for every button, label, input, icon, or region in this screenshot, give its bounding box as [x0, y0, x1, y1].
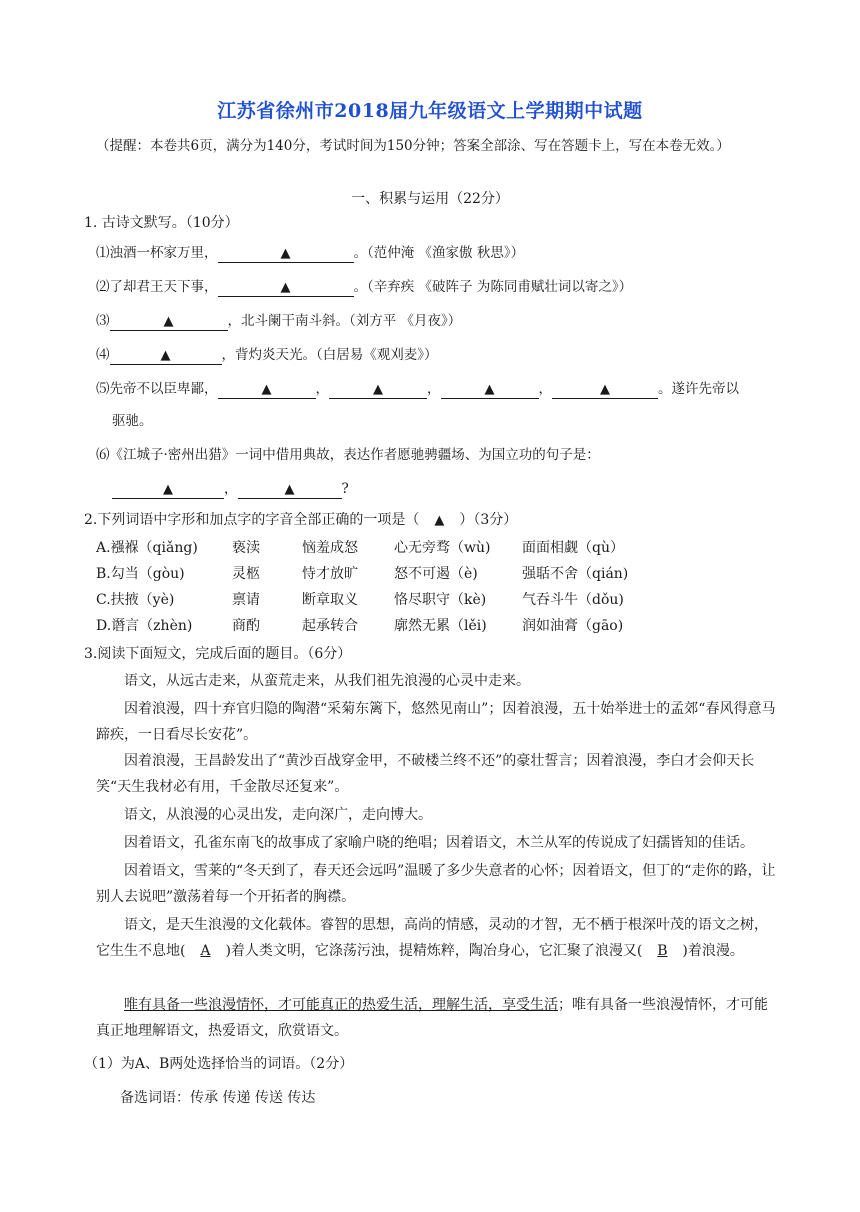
poem-line-1-suffix: 。（范仲淹 《渔家傲 秋思》） [353, 245, 525, 261]
passage-paragraph-2: 因着浪漫，四十弃官归隐的陶潜“采菊东篱下，悠然见南山”；因着浪漫，五十始举进士的孟郊“春风得意马蹄疾，一日看尽长安花”。 [96, 701, 776, 743]
page-title: 江苏省徐州市2018届九年级语文上学期期中试题 [217, 100, 643, 122]
triangle-marker-icon: ▲ [160, 348, 171, 363]
passage-paragraph-7-part-1: 语文，是天生浪漫的文化载体。睿智的思想，高尚的情感，灵动的才智，无不栖于根深叶茂的语文之树，它生生不息地( [96, 917, 768, 959]
option-a-word-5: 面面相觑（qù） [522, 540, 624, 556]
option-d-word-3: 起承转合 [302, 618, 358, 634]
option-d-word-5: 润如油膏（gāo) [522, 618, 624, 634]
option-c-word-2: 禀请 [232, 592, 260, 608]
passage-paragraph-8-rest: ；唯有具备一些浪漫情怀，才可能真正地理解语文，热爱语文，欣赏语文。 [96, 997, 768, 1039]
poem-line-3-prefix: ⑶ [96, 313, 110, 329]
option-a-word-2: 亵渎 [232, 540, 260, 556]
option-a-word-3: 恼羞成怒 [302, 540, 358, 556]
answer-blank [112, 481, 224, 499]
option-b-word-4: 怒不可遏（è) [394, 566, 478, 582]
answer-blank [329, 381, 427, 399]
answer-blank [441, 381, 539, 399]
poem-line-4-suffix: ，背灼炎天光。（白居易《观刈麦》） [221, 347, 438, 363]
passage-paragraph-7-part-2: )着人类文明，它涤荡污浊，提精炼粹，陶冶身心，它汇聚了浪漫又( [225, 943, 643, 959]
poem-line-4-prefix: ⑷ [96, 347, 110, 363]
comma: ， [224, 481, 238, 497]
answer-blank [552, 381, 658, 399]
option-a-word-4: 心无旁骛（wù) [394, 540, 491, 556]
poem-line-6: ⑹《江城子·密州出猎》一词中借用典故，表达作者愿驰骋疆场、为国立功的句子是： [96, 447, 600, 463]
option-c-word-3: 断章取义 [302, 592, 358, 608]
triangle-marker-icon: ▲ [163, 314, 174, 329]
poem-line-5 [96, 379, 739, 399]
poem-line-4 [96, 345, 438, 365]
triangle-marker-icon: ▲ [280, 280, 291, 295]
triangle-marker-icon: ▲ [434, 513, 445, 528]
passage-paragraph-8 [96, 992, 776, 1044]
comma: ， [315, 381, 329, 397]
triangle-marker-icon: ▲ [600, 382, 610, 397]
triangle-marker-icon: ▲ [373, 382, 383, 397]
option-c-word-1: C.扶掖（yè) [96, 592, 175, 608]
exam-note: （提醒：本卷共6页，满分为140分，考试时间为150分钟；答案全部涂、写在答题卡上，写在本卷无效。） [96, 138, 730, 154]
poem-line-5-continued: 驱驰。 [112, 413, 153, 429]
poem-line-6-blanks [112, 479, 349, 499]
comma: ， [427, 381, 441, 397]
triangle-marker-icon: ▲ [163, 482, 173, 497]
option-d-word-2: 商酌 [232, 618, 260, 634]
passage-paragraph-3: 因着浪漫，王昌龄发出了“黄沙百战穿金甲，不破楼兰终不还”的豪壮誓言；因着浪漫，李白才会仰天长笑“天生我材必有用，千金散尽还复来”。 [96, 753, 755, 795]
triangle-marker-icon: ▲ [284, 482, 295, 497]
passage-paragraph-1: 语文，从远古走来，从蛮荒走来，从我们祖先浪漫的心灵中走来。 [124, 673, 530, 689]
option-b-word-1: B.勾当（gòu) [96, 566, 185, 582]
triangle-marker-icon: ▲ [280, 246, 291, 261]
underlined-sentence: 唯有具备一些浪漫情怀，才可能真正的热爱生活，理解生活，享受生活 [124, 997, 558, 1013]
answer-blank [218, 381, 316, 399]
question-mark: ? [341, 481, 349, 497]
word-options: 备选词语：传承 传递 传送 传达 [120, 1090, 316, 1106]
option-a-word-1: A.襁褓（qiǎng) [96, 540, 198, 556]
question-2-points: ）（3分） [459, 512, 518, 528]
poem-line-5-suffix: 。遂许先帝以 [658, 381, 739, 397]
blank-b-label: B [657, 943, 668, 959]
poem-line-1-prefix: ⑴浊酒一杯家万里， [96, 245, 218, 261]
poem-line-3 [96, 311, 461, 331]
option-d-word-1: D.谮言（zhèn) [96, 618, 193, 634]
blank-a-label: A [200, 943, 211, 959]
passage-paragraph-4: 语文，从浪漫的心灵出发，走向深广，走向博大。 [124, 807, 432, 823]
passage-paragraph-7-part-3: )着浪漫。 [682, 943, 744, 959]
triangle-marker-icon: ▲ [484, 382, 495, 397]
answer-blank [238, 481, 342, 499]
triangle-marker-icon: ▲ [261, 382, 272, 397]
answer-blank [218, 245, 354, 263]
question-1-heading: 1. 古诗文默写。（10分） [84, 215, 239, 231]
poem-line-2-suffix: 。（辛弃疾 《破阵子 为陈同甫赋壮词以寄之》） [353, 279, 633, 295]
question-3-heading: 3.阅读下面短文，完成后面的题目。（6分） [84, 646, 352, 662]
poem-line-5-prefix: ⑸先帝不以臣卑鄙， [96, 381, 218, 397]
comma: ， [538, 381, 552, 397]
sub-question-1: （1）为A、B两处选择恰当的词语。（2分） [84, 1056, 354, 1072]
passage-paragraph-5: 因着语文，孔雀东南飞的故事成了家喻户晓的绝唱；因着语文，木兰从军的传说成了妇孺皆知的佳话。 [124, 835, 754, 851]
option-b-word-2: 灵柩 [232, 566, 260, 582]
question-2-text: 2.下列词语中字形和加点字的字音全部正确的一项是（ [84, 512, 420, 528]
passage-paragraph-6: 因着语文，雪莱的“冬天到了，春天还会远吗”温暖了多少失意者的心怀；因着语文，但丁的“走你的路，让别人去说吧”激荡着每一个开拓者的胸襟。 [96, 863, 776, 905]
option-c-word-4: 恪尽职守（kè) [394, 592, 487, 608]
poem-line-2 [96, 277, 632, 297]
passage-paragraph-7 [96, 912, 776, 964]
answer-blank [218, 279, 354, 297]
question-2-heading [84, 510, 517, 531]
poem-line-3-suffix: ，北斗阑干南斗斜。（刘方平 《月夜》） [227, 313, 462, 329]
answer-blank [110, 347, 222, 365]
option-d-word-4: 廓然无累（lěi) [394, 618, 487, 634]
option-b-word-3: 恃才放旷 [302, 566, 358, 582]
option-c-word-5: 气吞斗牛（dǒu) [522, 592, 624, 608]
section-heading: 一、积累与运用（22分） [351, 191, 509, 207]
poem-line-2-prefix: ⑵了却君王天下事， [96, 279, 218, 295]
answer-blank [110, 313, 228, 331]
option-b-word-5: 强聒不舍（qián) [522, 566, 629, 582]
poem-line-1 [96, 243, 524, 263]
